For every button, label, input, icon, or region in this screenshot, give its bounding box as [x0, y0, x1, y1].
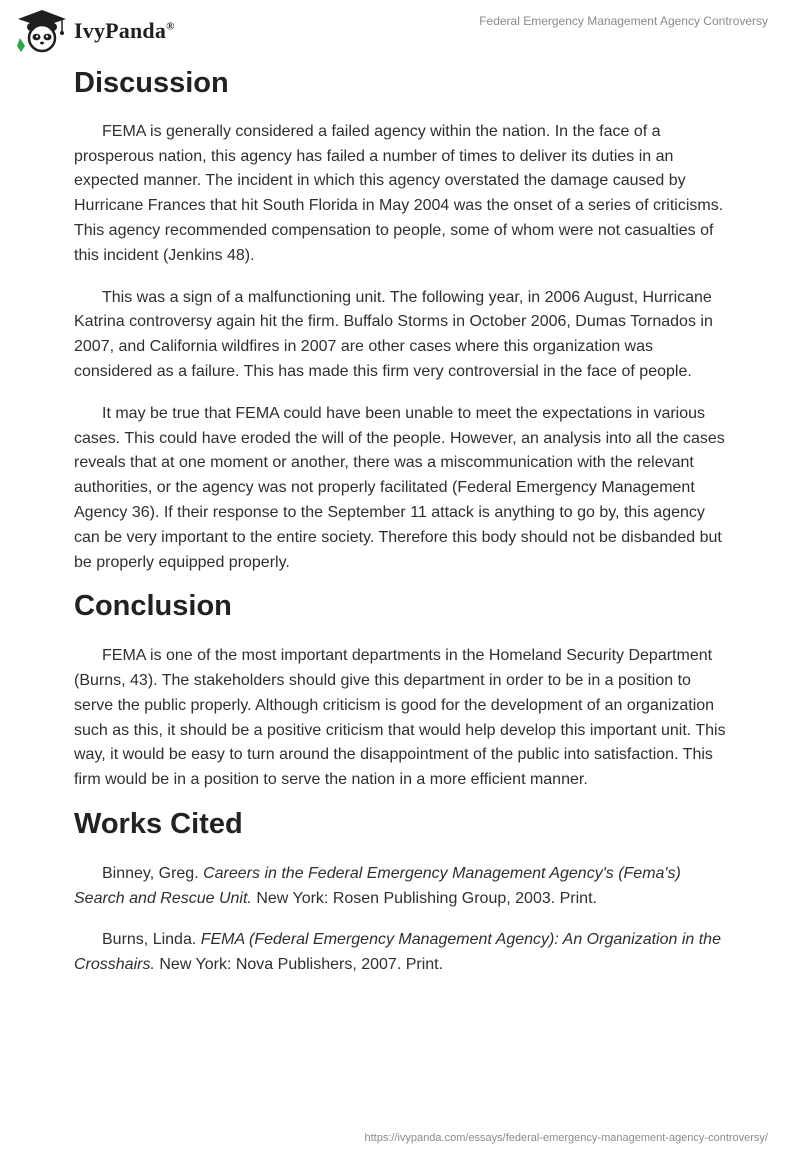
discussion-paragraph: FEMA is generally considered a failed agency within the nation. In the face of a prosperous nation, this agency has failed a number of times to deliver its duties in an expected manner. The incident in which this agency overstated the damage caused by Hurricane Frances that hit South Florida in May 2004 was the onset of a series of criticisms. This agency recommended compensation to people, some of whom were not casualties of this incident (Jenkins 48). [74, 122, 724, 264]
document-title: Federal Emergency Management Agency Controversy [479, 14, 768, 28]
source-url[interactable]: https://ivypanda.com/essays/federal-emergency-management-agency-controversy/ [364, 1132, 768, 1144]
works-cited-heading: Works Cited [74, 807, 243, 840]
conclusion-heading: Conclusion [74, 590, 232, 623]
citation-publisher: New York: Rosen Publishing Group, 2003. Print. [256, 889, 597, 907]
citation-title: FEMA (Federal Emergency Management Agency): An Organization in the Crosshairs. [74, 931, 721, 974]
panda-logo-icon [14, 8, 70, 54]
citation-entry [74, 862, 734, 912]
essay-body [74, 66, 734, 978]
conclusion-paragraph: FEMA is one of the most important departments in the Homeland Security Department (Burns, 43). The stakeholders should give this department in order to be in a position to serve the public properly. Although criticism is good for the development of an organization such as this, it should be a positive criticism that would help develop this important unit. This way, it would be easy to turn around the disappointment of the public into satisfaction. This firm would be in a position to serve the nation in a more efficient manner. [74, 647, 726, 789]
brand-name: IvyPanda® [74, 18, 175, 43]
citation-author: Binney, Greg. [102, 864, 199, 882]
page-header [0, 0, 800, 60]
discussion-paragraph: This was a sign of a malfunctioning unit. The following year, in 2006 August, Hurricane Katrina controversy again hit the firm. Buffalo Storms in October 2006, Dumas Tornados in 2007, and California wildfires in 2007 are other cases where this organization was considered as a failure. This has made this firm very controversial in the face of people. [74, 288, 713, 380]
citation-author: Burns, Linda. [102, 931, 197, 949]
citation-entry [74, 928, 734, 978]
discussion-heading: Discussion [74, 67, 229, 99]
citation-title: Careers in the Federal Emergency Management Agency's (Fema's) Search and Rescue Unit. [74, 864, 681, 907]
discussion-paragraph: It may be true that FEMA could have been unable to meet the expectations in various cases. This could have eroded the will of the people. However, an analysis into all the cases reveals that at one moment or another, there was a miscommunication with the relevant authorities, or the agency was not properly facilitated (Federal Emergency Management Agency 36). If their response to the September 11 attack is anything to go by, this agency can be very important to the entire society. Therefore this body should not be disbanded but be properly equipped properly. [74, 404, 725, 571]
ivypanda-logo[interactable] [14, 8, 175, 54]
citation-publisher: New York: Nova Publishers, 2007. Print. [159, 956, 444, 974]
